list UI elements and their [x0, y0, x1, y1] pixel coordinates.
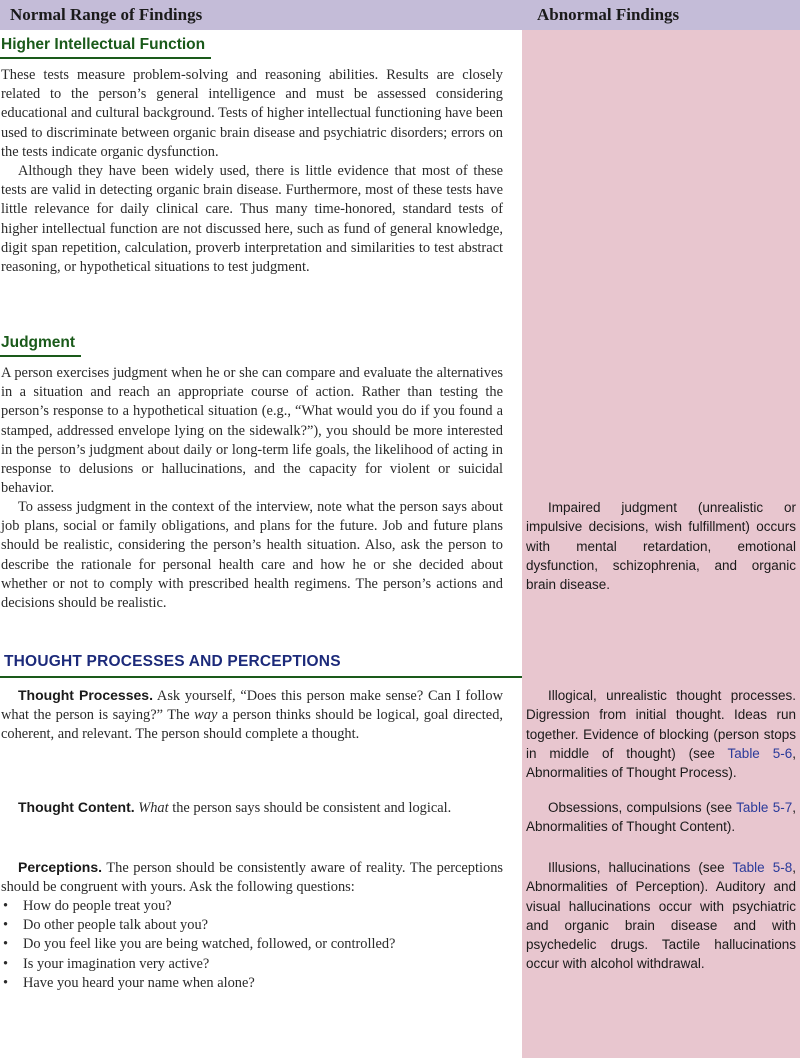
normal-findings-column-title: Normal Range of Findings — [10, 5, 203, 24]
perceptions-label: Perceptions. — [18, 859, 103, 875]
higher-intellectual-heading: Higher Intellectual Function — [0, 36, 211, 59]
thought-processes-label: Thought Processes. — [18, 687, 153, 703]
judgment-heading: Judgment — [0, 334, 81, 357]
higher-intellectual-paragraph-2: Although they have been widely used, there is little evidence that most of these tests are valid in detecting organic brain disease. Furthermore, most of these tests have little relevance for daily clinical care. Thus many time-honored, standard tests of higher intellectual function are not discussed here, such as fund of general knowledge, digit span repetition, calculation, proverb interpretation and similarities to test abstract reasoning, or hypothetical situations to test judgment. — [1, 163, 503, 276]
thought-content-emphasis: What — [138, 800, 169, 816]
table-5-7-link[interactable]: Table 5-7 — [736, 800, 793, 815]
table-5-6-link[interactable]: Table 5-6 — [727, 745, 793, 761]
perception-question: • Is your imagination very active? — [1, 955, 395, 974]
judgment-abnormal-finding: Impaired judgment (unrealistic or impulsive decisions, wish fulfillment) occurs with mental retardation, emotional dysfunction, schizophrenia, and organic brain disease. — [526, 500, 796, 593]
thought-content-label: Thought Content. — [18, 799, 135, 815]
thought-processes-emphasis: way — [194, 707, 218, 724]
thought-processes-text-a: Ask yourself, “Does this person make sense? Can I follow what the person is saying?” The — [1, 688, 503, 724]
perception-question: • Do other people talk about you? — [1, 916, 395, 935]
perception-question: • Do you feel like you are being watched, followed, or controlled? — [1, 935, 395, 954]
perception-questions-list — [1, 897, 395, 993]
thought-processes-abnormal-finding — [526, 686, 796, 782]
higher-intellectual-paragraph-1: These tests measure problem-solving and reasoning abilities. Results are closely related to the person’s general intelligence and must be assessed considering educational and cultural background. Tests of higher intellectual functioning have been used to discriminate between organic brain disease and psychiatric disorders; errors on the tests indicate organic dysfunction. — [1, 67, 503, 160]
table-5-8-link[interactable]: Table 5-8 — [732, 860, 793, 875]
thought-processes-abnormal-text-a: Illogical, unrealistic thought processes. Digression from initial thought. Ideas run together. Evidence of blocking (person stops in middle of thought) (see — [526, 688, 796, 761]
thought-content-abnormal-text-b: , Abnormalities of Thought Content). — [526, 800, 796, 835]
column-header-band — [0, 0, 800, 30]
thought-processes-rule — [0, 676, 522, 678]
perceptions-text: The person should be consistently aware of reality. The perceptions should be congruent with yours. Ask the following questions: — [1, 860, 503, 896]
thought-processes-abnormal-text-b: , Abnormalities of Thought Process). — [526, 745, 796, 781]
judgment-paragraph-2: To assess judgment in the context of the interview, note what the person says about job plans, social or family obligations, and plans for the future. Job and future plans should be realistic, considering the person’s health situation. Also, ask the person to describe the rationale for personal health care and how he or she decided about whether or not to comply with prescribed health regimens. The person’s actions and decisions should be realistic. — [1, 499, 503, 612]
perception-question: • Have you heard your name when alone? — [1, 974, 395, 993]
thought-content-paragraph — [1, 798, 503, 818]
thought-processes-text-b: a person thinks should be logical, goal directed, coherent, and relevant. The person should complete a thought. — [1, 707, 503, 743]
thought-processes-heading: THOUGHT PROCESSES AND PERCEPTIONS — [4, 653, 341, 670]
abnormal-findings-column-title: Abnormal Findings — [537, 5, 680, 24]
thought-content-abnormal-text-a: Obsessions, compulsions (see — [548, 800, 737, 815]
perceptions-abnormal-text-b: , Abnormalities of Perception). Auditory and visual hallucinations occur with psychiatric and organic brain disease and with psychedelic drugs. Tactile hallucinations occur with alcohol withdrawal. — [526, 860, 796, 972]
perception-question: • How do people treat you? — [1, 897, 395, 916]
judgment-paragraph-1: A person exercises judgment when he or she can compare and evaluate the alternatives in a situation and reach an appropriate course of action. Rather than testing the person’s response to a hypothetical situation (e.g., “What would you do if you found a stamped, addressed envelope lying on the sidewalk?”), you should be more interested in the person’s judgment about daily or long-term life goals, the likelihood of acting in response to delusions or hallucinations, and the capacity for violent or suicidal behavior. — [1, 365, 503, 497]
thought-processes-paragraph — [1, 686, 503, 745]
perceptions-abnormal-finding — [526, 858, 796, 974]
thought-content-text: the person says should be consistent and logical. — [168, 800, 452, 816]
perceptions-paragraph — [1, 858, 503, 897]
thought-content-abnormal-finding — [526, 798, 796, 837]
perceptions-abnormal-text-a: Illusions, hallucinations (see — [548, 860, 733, 875]
